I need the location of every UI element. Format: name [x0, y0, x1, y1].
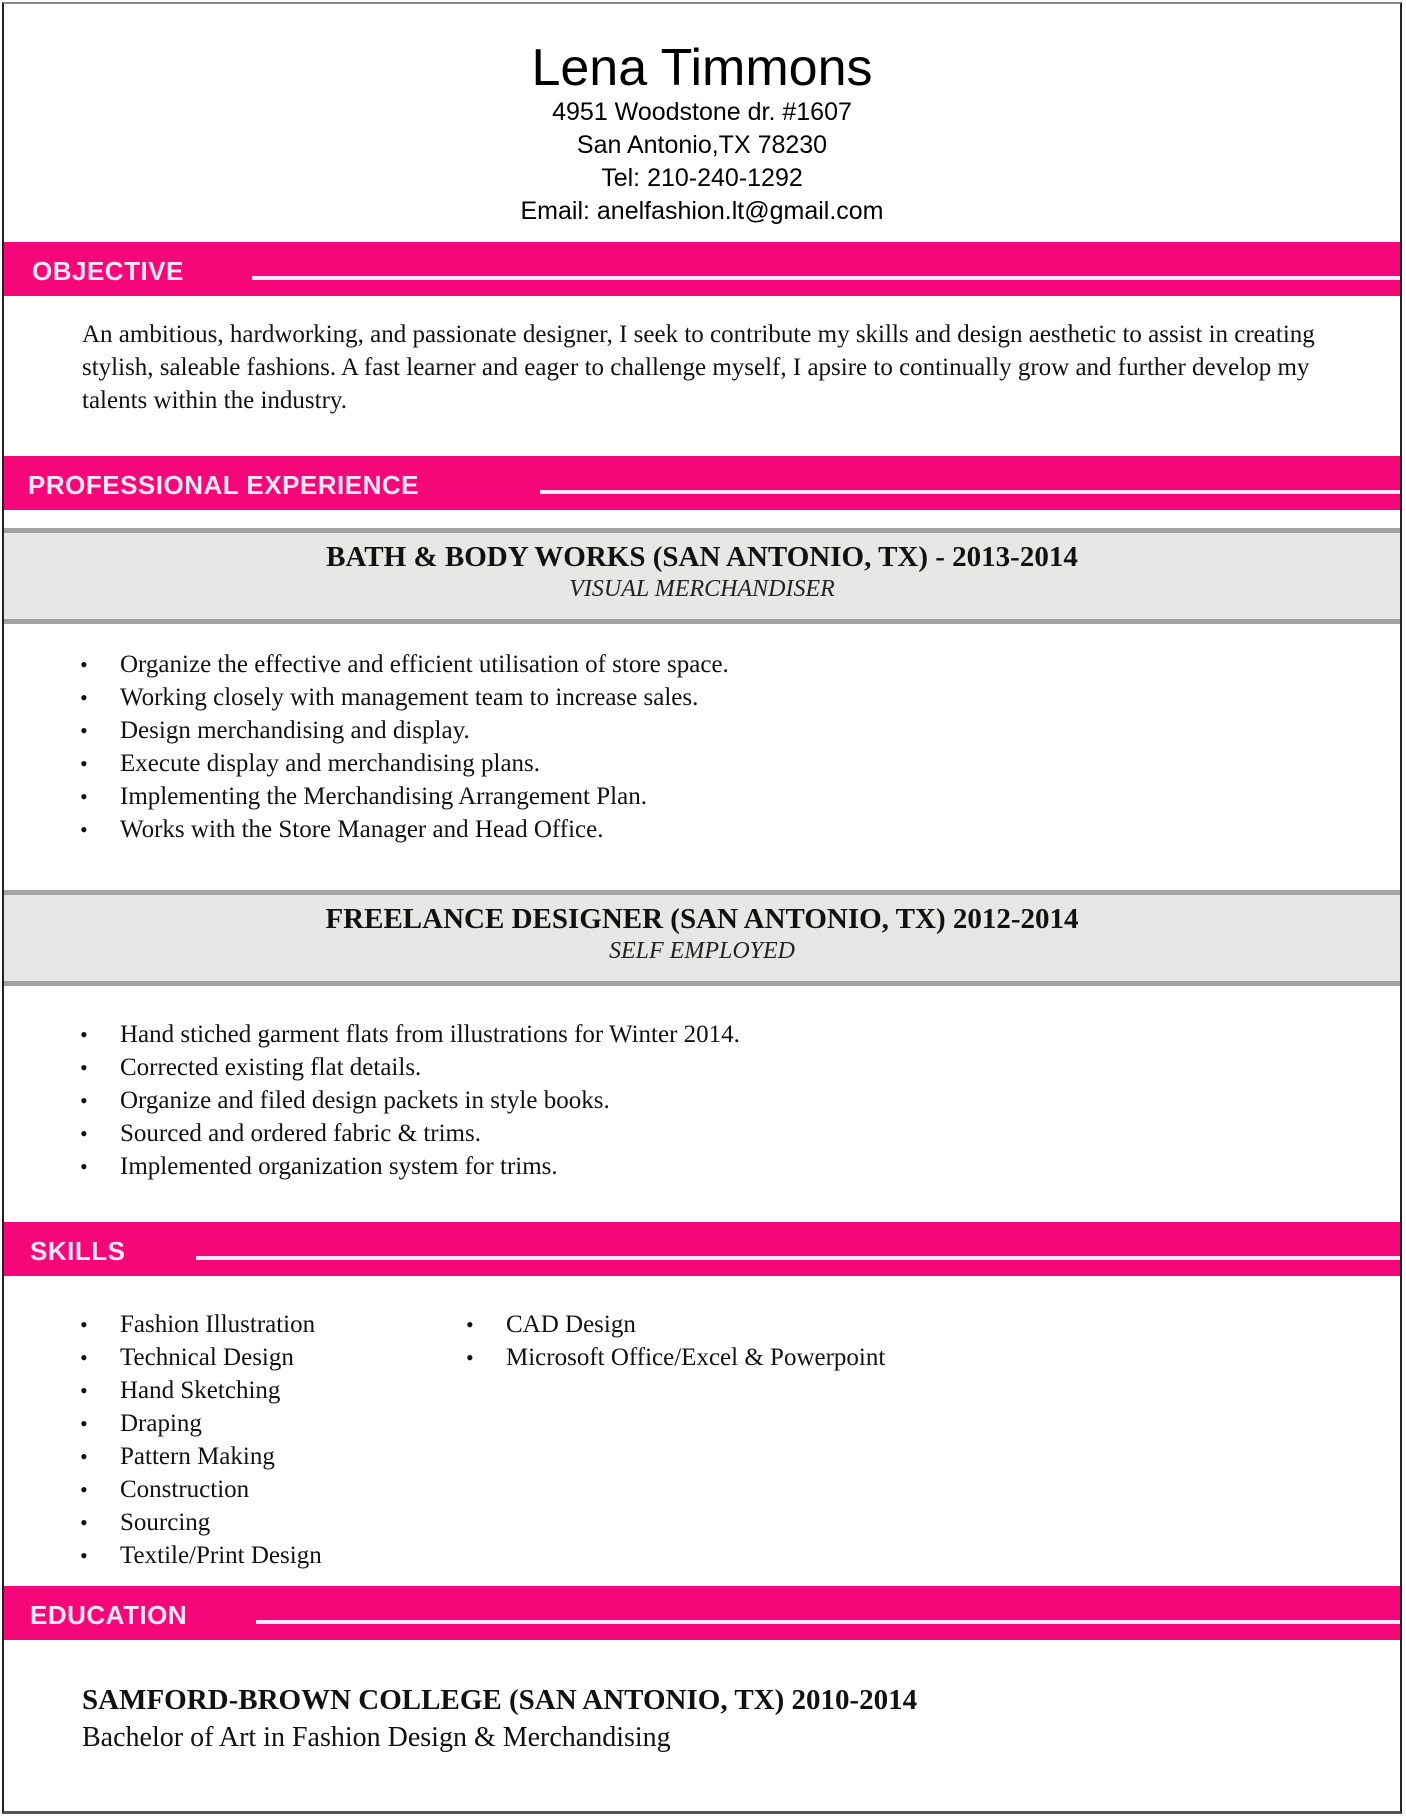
- section-band-experience: [4, 456, 1400, 510]
- section-title-education: EDUCATION: [30, 1600, 188, 1630]
- job-heading: BATH & BODY WORKS (SAN ANTONIO, TX) - 2013-2014: [326, 541, 1078, 573]
- section-divider-line: [252, 276, 1400, 280]
- education-degree: Bachelor of Art in Fashion Design & Merchandising: [82, 1722, 671, 1753]
- job-1-duties: [80, 648, 729, 846]
- job-header-1: [4, 528, 1400, 624]
- section-title-skills: SKILLS: [30, 1236, 126, 1266]
- list-item: • CAD Design: [466, 1308, 885, 1341]
- education-school: SAMFORD-BROWN COLLEGE (SAN ANTONIO, TX) 2010-2014: [82, 1684, 918, 1716]
- list-item: • Works with the Store Manager and Head Office.: [80, 813, 729, 846]
- list-item: • Pattern Making: [80, 1440, 322, 1473]
- list-item: • Fashion Illustration: [80, 1308, 322, 1341]
- job-header-2: [4, 890, 1400, 986]
- section-divider-line: [196, 1256, 1400, 1260]
- list-item: • Textile/Print Design: [80, 1539, 322, 1572]
- list-item: • Construction: [80, 1473, 322, 1506]
- list-item: • Design merchandising and display.: [80, 714, 729, 747]
- section-title-objective: OBJECTIVE: [32, 256, 184, 286]
- list-item: • Hand stiched garment flats from illustrations for Winter 2014.: [80, 1018, 740, 1051]
- email-address: Email: anelfashion.lt@gmail.com: [520, 197, 884, 225]
- section-title-experience: PROFESSIONAL EXPERIENCE: [28, 470, 419, 500]
- section-band-objective: [4, 242, 1400, 296]
- list-item: • Implemented organization system for trims.: [80, 1150, 740, 1183]
- list-item: • Sourced and ordered fabric & trims.: [80, 1117, 740, 1150]
- job-role: SELF EMPLOYED: [609, 938, 795, 964]
- job-heading: FREELANCE DESIGNER (SAN ANTONIO, TX) 2012-2014: [325, 903, 1079, 935]
- list-item: • Sourcing: [80, 1506, 322, 1539]
- list-item: • Draping: [80, 1407, 322, 1440]
- job-2-duties: [80, 1018, 740, 1183]
- list-item: • Execute display and merchandising plans.: [80, 747, 729, 780]
- resume-page: [2, 2, 1402, 1814]
- address-line-1: 4951 Woodstone dr. #1607: [552, 98, 852, 126]
- objective-text: An ambitious, hardworking, and passionate designer, I seek to contribute my skills and design aesthetic to assist in creating stylish, saleable fashions. A fast learner and eager to challenge myself, I apsire to continually grow and further develop my talents within the industry.: [82, 321, 1315, 414]
- phone-number: Tel: 210-240-1292: [601, 164, 803, 192]
- skills-column-1: [80, 1308, 322, 1572]
- list-item: • Organize the effective and efficient utilisation of store space.: [80, 648, 729, 681]
- list-item: • Hand Sketching: [80, 1374, 322, 1407]
- address-line-2: San Antonio,TX 78230: [576, 131, 828, 159]
- list-item: • Technical Design: [80, 1341, 322, 1374]
- list-item: • Working closely with management team to increase sales.: [80, 681, 729, 714]
- list-item: • Implementing the Merchandising Arrangement Plan.: [80, 780, 729, 813]
- skills-column-2: [466, 1308, 885, 1374]
- section-band-skills: [4, 1222, 1400, 1276]
- section-band-education: [4, 1586, 1400, 1640]
- candidate-name: Lena Timmons: [531, 39, 873, 97]
- section-divider-line: [256, 1620, 1400, 1624]
- job-role: VISUAL MERCHANDISER: [569, 576, 835, 602]
- list-item: • Microsoft Office/Excel & Powerpoint: [466, 1341, 885, 1374]
- list-item: • Organize and filed design packets in style books.: [80, 1084, 740, 1117]
- section-divider-line: [540, 490, 1400, 494]
- list-item: • Corrected existing flat details.: [80, 1051, 740, 1084]
